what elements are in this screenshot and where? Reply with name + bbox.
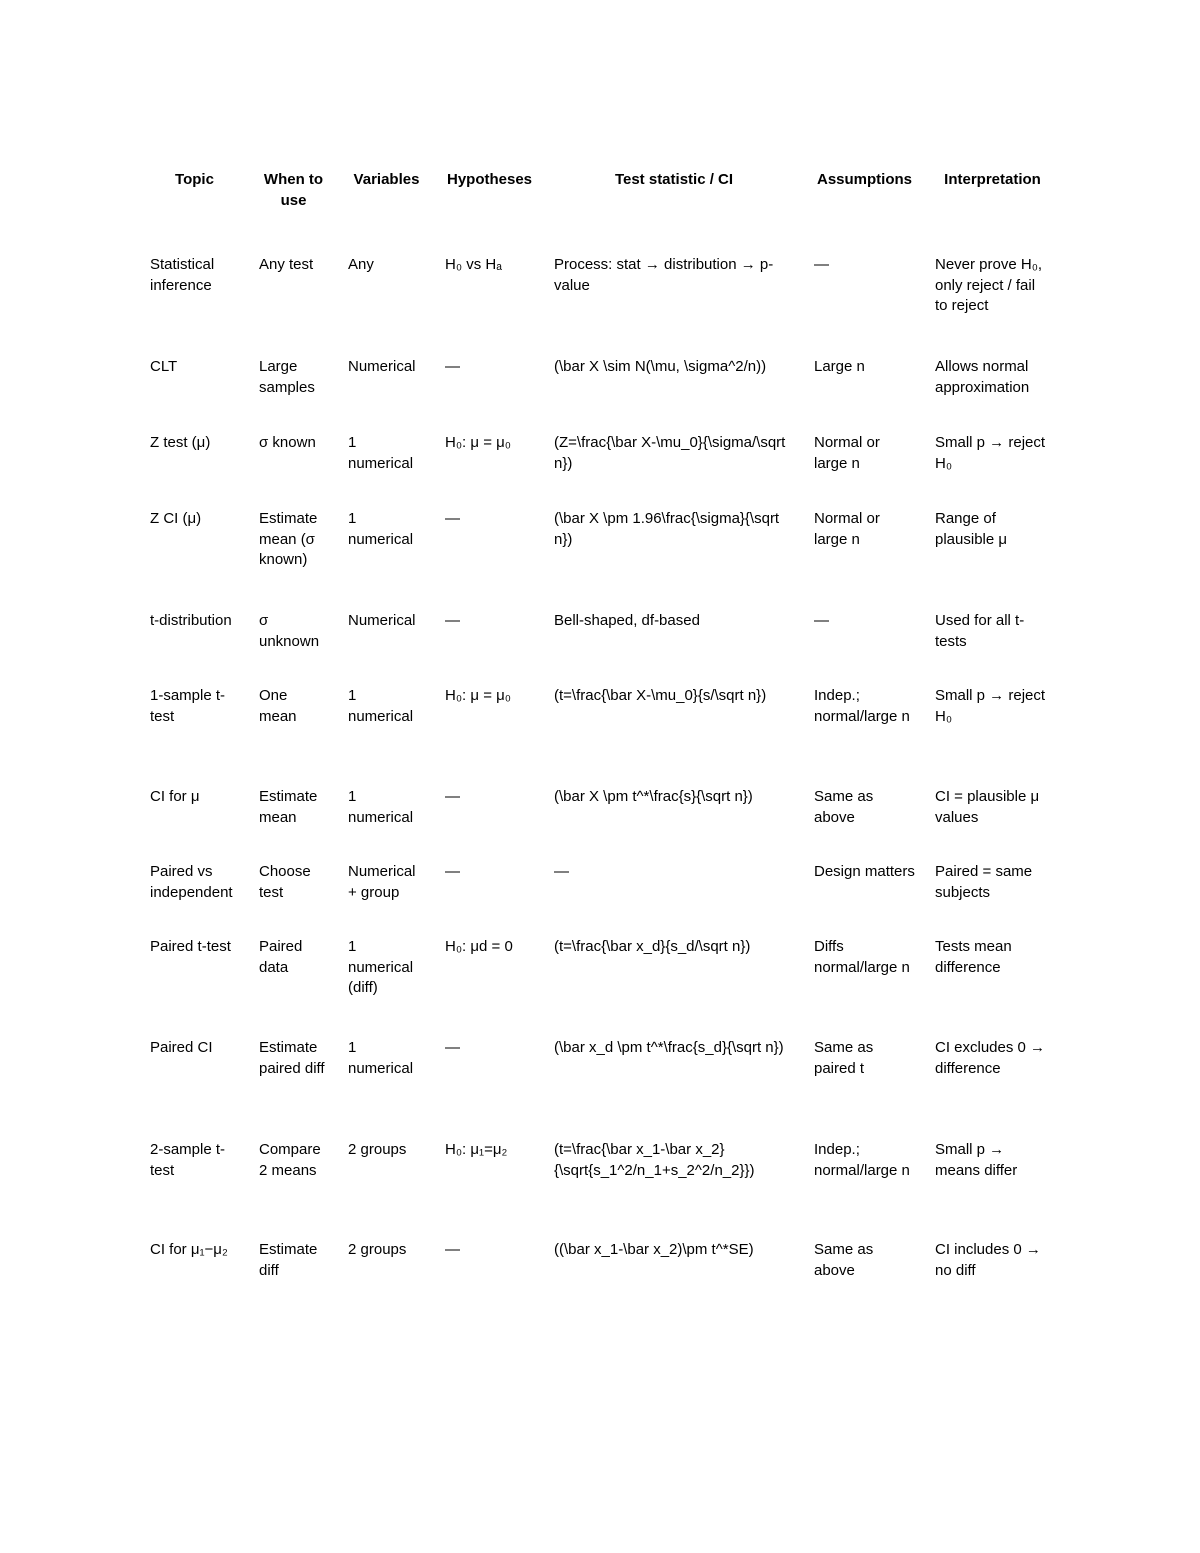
table-row	[140, 603, 1060, 678]
hypothesis-testing-reference-table	[140, 160, 1060, 1301]
cell-topic: CI for μ	[150, 788, 200, 805]
cell-interpretation: Small p → means differ	[935, 1141, 1018, 1179]
cell-when-to-use: Paired data	[259, 938, 303, 976]
header-row	[140, 160, 1060, 247]
table-row	[140, 1232, 1060, 1301]
cell-assumptions: Same as above	[814, 1241, 874, 1279]
cell-variables: 2 groups	[348, 1141, 407, 1158]
cell-variables: Numerical	[348, 612, 416, 629]
cell-topic: 2-sample t-test	[150, 1141, 226, 1179]
cell-interpretation: Used for all t-tests	[935, 612, 1025, 650]
cell-when-to-use: σ unknown	[259, 612, 320, 650]
cell-hypotheses: H₀ vs Hₐ	[445, 256, 502, 273]
cell-test-statistic: (\bar X \sim N(\mu, \sigma^2/n))	[554, 358, 767, 375]
cell-test-statistic: (\bar X \pm 1.96\frac{\sigma}{\sqrt n})	[554, 510, 780, 548]
cell-test-statistic: (\bar X \pm t^*\frac{s}{\sqrt n})	[554, 788, 753, 805]
cell-when-to-use: Large samples	[259, 358, 315, 396]
cell-interpretation: Small p → reject H₀	[935, 687, 1046, 725]
table-row	[140, 425, 1060, 501]
cell-assumptions: —	[814, 256, 829, 273]
cell-variables: 1 numerical	[348, 510, 414, 548]
cell-variables: Numerical + group	[348, 863, 416, 901]
table-row	[140, 247, 1060, 349]
cell-when-to-use: Estimate paired diff	[259, 1039, 325, 1077]
cell-assumptions: Same as paired t	[814, 1039, 874, 1077]
header-when-to-use: When to use	[263, 171, 324, 209]
cell-assumptions: Indep.; normal/large n	[814, 687, 910, 725]
cell-hypotheses: H₀: μ = μ₀	[445, 687, 511, 704]
cell-interpretation: Allows normal approximation	[935, 358, 1030, 396]
cell-hypotheses: —	[445, 788, 460, 805]
cell-topic: Paired CI	[150, 1039, 213, 1056]
cell-variables: Any	[348, 256, 374, 273]
cell-when-to-use: Compare 2 means	[259, 1141, 321, 1179]
cell-topic: t-distribution	[150, 612, 232, 629]
cell-hypotheses: —	[445, 510, 460, 527]
table-row	[140, 501, 1060, 603]
cell-topic: Statistical inference	[150, 256, 215, 294]
cell-interpretation: Small p → reject H₀	[935, 434, 1046, 472]
table-row	[140, 349, 1060, 425]
cell-interpretation: Paired = same subjects	[935, 863, 1033, 901]
cell-hypotheses: —	[445, 1241, 460, 1258]
cell-when-to-use: Estimate mean (σ known)	[259, 510, 318, 568]
cell-variables: 1 numerical	[348, 1039, 414, 1077]
cell-test-statistic: Process: stat → distribution → p-value	[554, 256, 774, 294]
header-topic: Topic	[175, 171, 214, 188]
cell-hypotheses: H₀: μ₁=μ₂	[445, 1141, 508, 1158]
cell-test-statistic: —	[554, 863, 569, 880]
cell-interpretation: Range of plausible μ	[935, 510, 1008, 548]
cell-variables: 1 numerical (diff)	[348, 938, 414, 996]
cell-when-to-use: Any test	[259, 256, 314, 273]
cell-test-statistic: (t=\frac{\bar x_d}{s_d/\sqrt n})	[554, 938, 751, 955]
cell-interpretation: Tests mean difference	[935, 938, 1012, 976]
cell-when-to-use: One mean	[259, 687, 297, 725]
cell-when-to-use: σ known	[259, 434, 316, 451]
cell-assumptions: Indep.; normal/large n	[814, 1141, 910, 1179]
cell-variables: 1 numerical	[348, 788, 414, 826]
header-assumptions: Assumptions	[816, 171, 912, 188]
cell-test-statistic: (t=\frac{\bar X-\mu_0}{s/\sqrt n})	[554, 687, 767, 704]
table-header	[140, 160, 1060, 247]
cell-topic: CLT	[150, 358, 178, 375]
cell-topic: Z CI (μ)	[150, 510, 202, 527]
header-variables: Variables	[353, 171, 420, 188]
cell-test-statistic: (\bar x_d \pm t^*\frac{s_d}{\sqrt n})	[554, 1039, 784, 1056]
table-row	[140, 678, 1060, 779]
cell-hypotheses: —	[445, 612, 460, 629]
cell-topic: Paired t-test	[150, 938, 231, 955]
cell-hypotheses: H₀: μ = μ₀	[445, 434, 511, 451]
cell-assumptions: Diffs normal/large n	[814, 938, 910, 976]
cell-when-to-use: Estimate mean	[259, 788, 318, 826]
cell-interpretation: CI excludes 0 → difference	[935, 1039, 1046, 1077]
cell-topic: Z test (μ)	[150, 434, 211, 451]
table-row	[140, 854, 1060, 929]
cell-assumptions: Normal or large n	[814, 434, 880, 472]
table-row	[140, 1030, 1060, 1132]
table-body	[140, 247, 1060, 1301]
cell-hypotheses: H₀: μd = 0	[445, 938, 513, 955]
cell-variables: 2 groups	[348, 1241, 407, 1258]
cell-assumptions: Design matters	[814, 863, 915, 880]
cell-test-statistic: (t=\frac{\bar x_1-\bar x_2}{\sqrt{s_1^2/n_1+s_2^2/n_2}})	[554, 1141, 755, 1179]
header-interpretation: Interpretation	[944, 171, 1041, 188]
cell-assumptions: —	[814, 612, 829, 629]
cell-interpretation: CI includes 0 → no diff	[935, 1241, 1041, 1279]
cell-hypotheses: —	[445, 1039, 460, 1056]
table-row	[140, 779, 1060, 854]
cell-hypotheses: —	[445, 358, 460, 375]
cell-assumptions: Normal or large n	[814, 510, 880, 548]
cell-topic: 1-sample t-test	[150, 687, 226, 725]
cell-variables: 1 numerical	[348, 434, 414, 472]
table-row	[140, 929, 1060, 1030]
header-test-statistic: Test statistic / CI	[614, 171, 734, 188]
cell-topic: CI for μ₁−μ₂	[150, 1241, 228, 1258]
cell-variables: 1 numerical	[348, 687, 414, 725]
cell-topic: Paired vs independent	[150, 863, 233, 901]
cell-hypotheses: —	[445, 863, 460, 880]
cell-test-statistic: Bell-shaped, df-based	[554, 612, 700, 629]
cell-when-to-use: Estimate diff	[259, 1241, 318, 1279]
cell-variables: Numerical	[348, 358, 416, 375]
table-row	[140, 1132, 1060, 1232]
cell-interpretation: CI = plausible μ values	[935, 788, 1040, 826]
cell-assumptions: Large n	[814, 358, 865, 375]
cell-assumptions: Same as above	[814, 788, 874, 826]
cell-interpretation: Never prove H₀, only reject / fail to reject	[935, 256, 1043, 314]
header-hypotheses: Hypotheses	[446, 171, 533, 188]
cell-test-statistic: ((\bar x_1-\bar x_2)\pm t^*SE)	[554, 1241, 754, 1258]
cell-when-to-use: Choose test	[259, 863, 311, 901]
cell-test-statistic: (Z=\frac{\bar X-\mu_0}{\sigma/\sqrt n})	[554, 434, 786, 472]
